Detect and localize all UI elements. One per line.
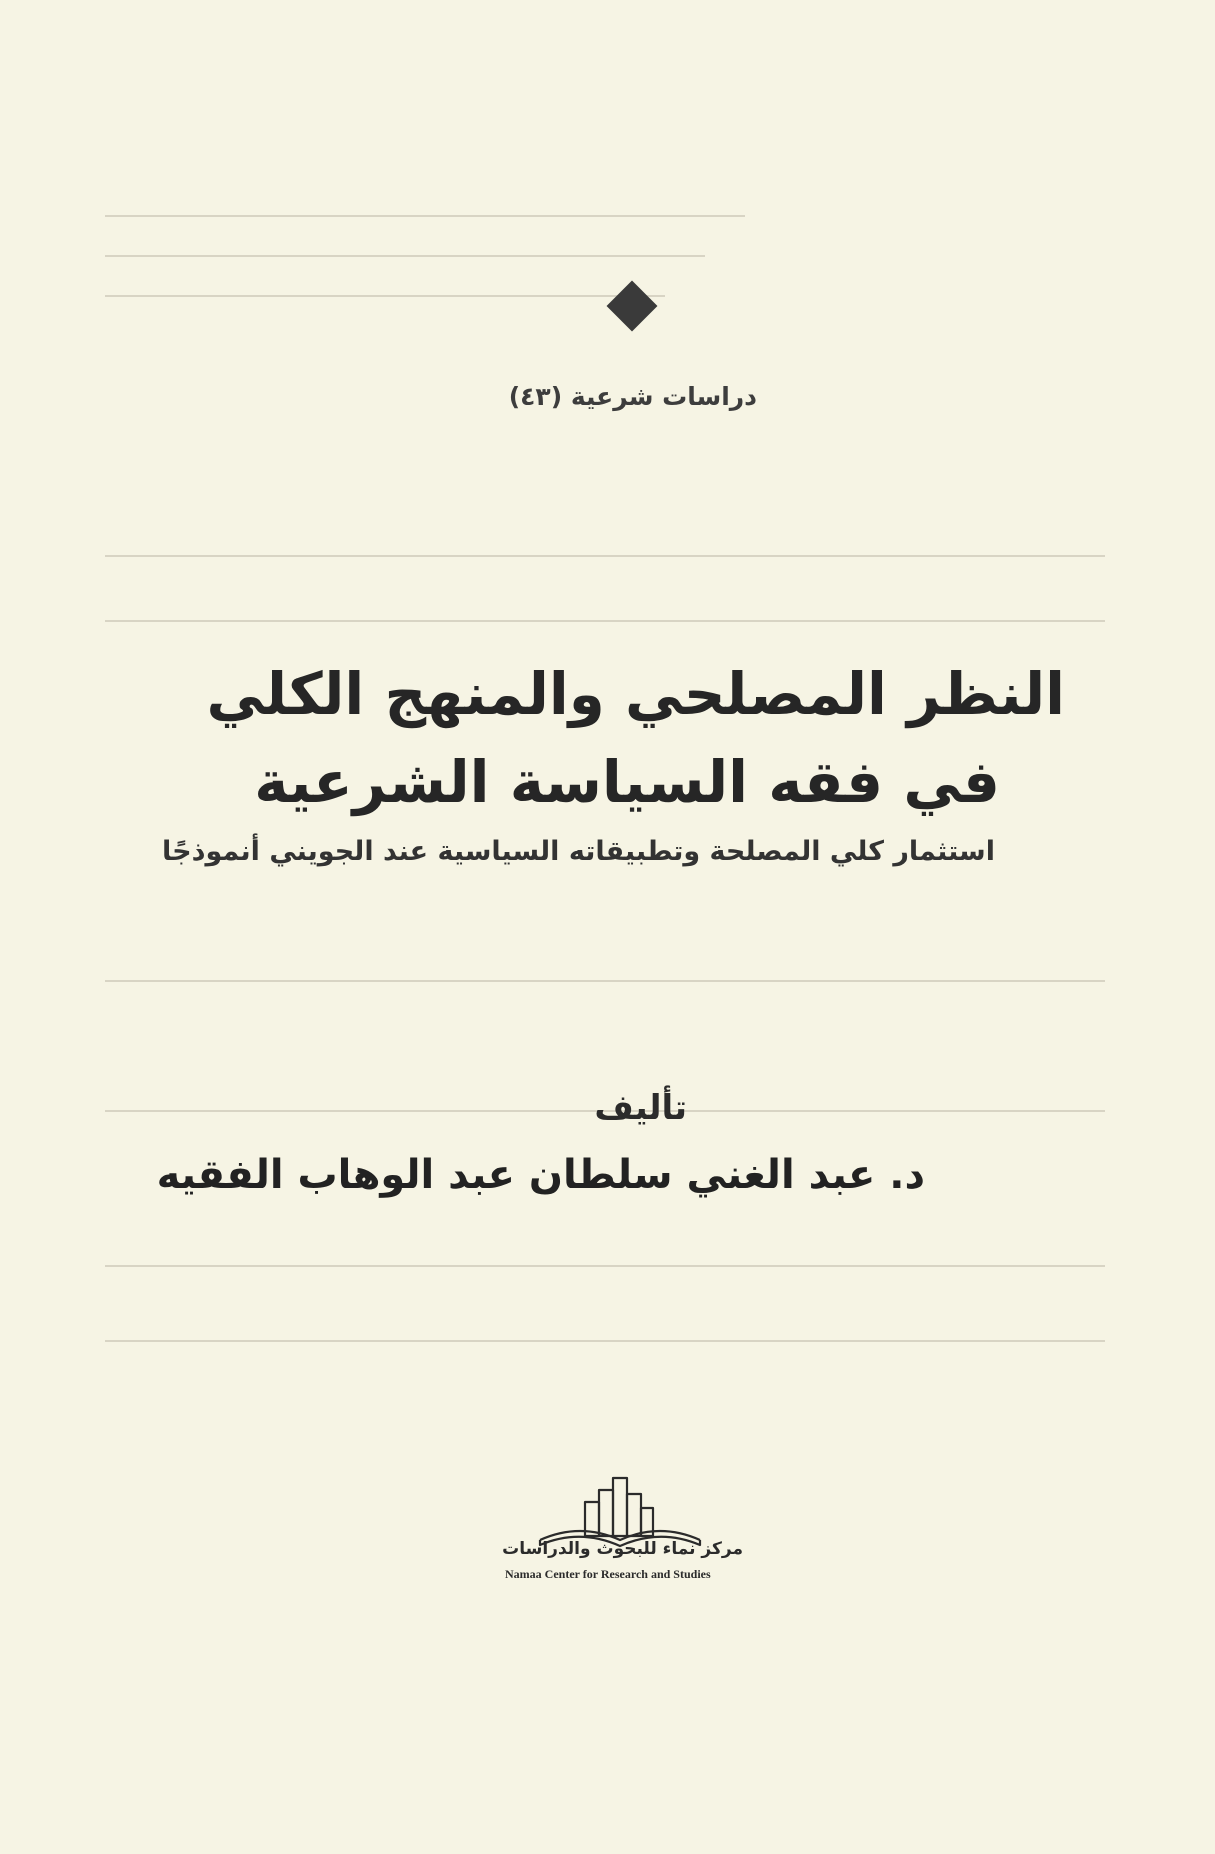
- author-label: تأليف: [594, 1088, 687, 1128]
- book-title-line-1: النظر المصلحي والمنهج الكلي: [206, 660, 1065, 728]
- author-name: د. عبد الغني سلطان عبد الوهاب الفقيه: [156, 1152, 925, 1198]
- series-label: دراسات شرعية (٤٣): [508, 382, 757, 411]
- bleed-through-line: [105, 215, 745, 217]
- book-city-logo-icon: [530, 1470, 710, 1580]
- bleed-through-line: [105, 295, 665, 297]
- book-subtitle: استثمار كلي المصلحة وتطبيقاته السياسية عند الجويني أنموذجًا: [162, 836, 995, 867]
- bleed-through-line: [105, 980, 1105, 982]
- bleed-through-line: [105, 1265, 1105, 1267]
- publisher-name-arabic: مركز نماء للبحوث والدراسات: [502, 1539, 743, 1559]
- bleed-through-line: [105, 555, 1105, 557]
- book-title-line-2: في فقه السياسة الشرعية: [254, 748, 1000, 816]
- bleed-through-line: [105, 1340, 1105, 1342]
- bleed-through-line: [105, 620, 1105, 622]
- publisher-name-english: Namaa Center for Research and Studies: [505, 1567, 711, 1581]
- diamond-ornament-icon: [607, 281, 658, 332]
- bleed-through-line: [105, 255, 705, 257]
